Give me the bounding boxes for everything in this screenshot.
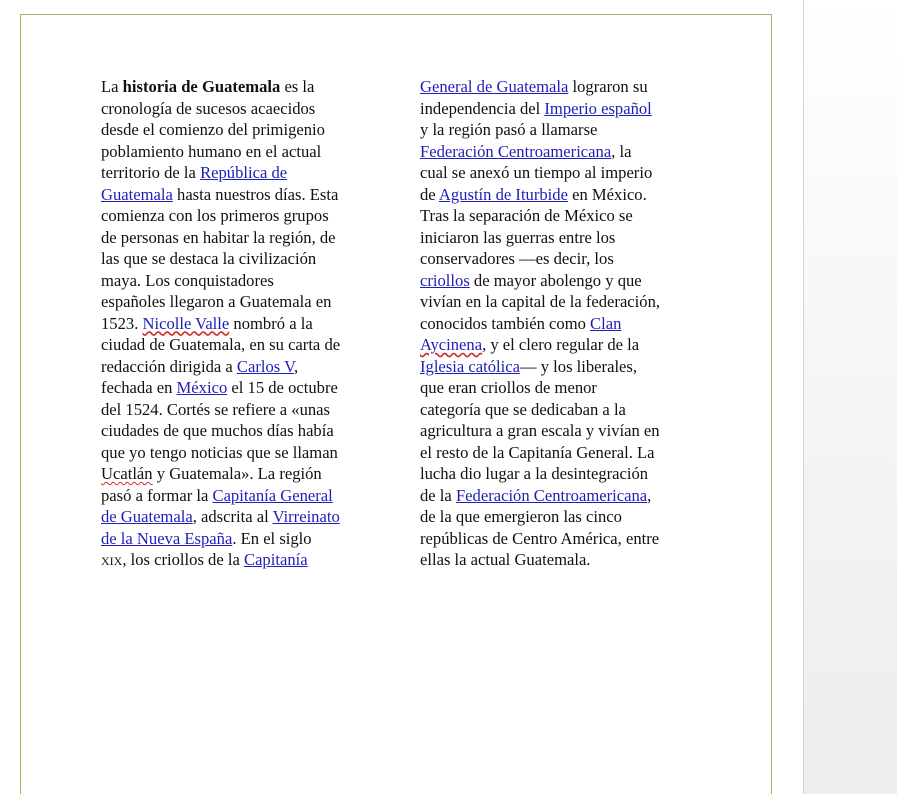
text-line [420,227,702,249]
text-line [101,248,383,270]
text-line [420,162,702,184]
text-line [101,356,383,378]
text-segment: de [420,184,439,204]
hyperlink[interactable]: Aycinena [420,335,483,354]
text-segment: comienza con los primeros grupos [101,206,329,225]
text-line [420,205,702,227]
text-segment: del 1524. Cortés se refiere a «unas [101,399,331,419]
text-segment: 1523. [101,313,143,333]
text-line [420,485,702,507]
text-line [101,334,383,356]
text-line [101,377,383,399]
text-segment: territorio de la [101,163,201,182]
text-segment: españoles llegaron a Guatemala en [101,292,332,311]
text-line [101,76,383,98]
hyperlink[interactable]: Clan [590,313,622,333]
text-segment: conocidos también como [420,313,591,333]
text-line [420,528,702,550]
text-line [420,98,702,120]
text-segment: el 15 de octubre [227,378,338,397]
text-segment: iniciaron las guerras entre los [420,227,616,247]
text-segment: Tras la separación de México se [420,206,633,225]
text-line [420,248,702,270]
text-line [101,98,383,120]
text-segment: , y el clero regular de la [482,335,640,354]
text-column-right [420,76,702,571]
text-line [101,291,383,313]
text-segment: lucha dio lugar a la desintegración [420,464,649,483]
text-line [420,356,702,378]
text-segment: y Guatemala». La región [152,464,322,483]
text-line [420,442,702,464]
text-segment: redacción dirigida a [101,356,237,376]
text-segment: . En el siglo [232,528,312,548]
hyperlink[interactable]: Guatemala [101,184,173,204]
text-line [420,141,702,163]
hyperlink[interactable]: Capitanía General [212,485,333,505]
bold-text: historia de Guatemala [122,77,281,96]
text-line [420,291,702,313]
hyperlink[interactable]: de la Nueva España [101,528,233,548]
text-line [420,506,702,528]
text-segment: el resto de la Capitanía General. La [420,442,655,462]
text-segment: fechada en [101,378,177,397]
text-line [101,205,383,227]
text-segment: La [101,77,123,96]
text-segment: cronología de sucesos acaecidos [101,98,316,118]
text-segment: de la que emergieron las cinco [420,507,622,526]
text-line [101,227,383,249]
hyperlink[interactable]: México [176,378,228,397]
text-line [420,334,702,356]
text-segment: maya. Los conquistadores [101,270,274,290]
text-line [420,184,702,206]
hyperlink[interactable]: Carlos V [236,356,294,376]
text-segment: hasta nuestros días. Esta [172,184,339,204]
text-segment: y la región pasó a llamarse [420,120,598,139]
hyperlink[interactable]: Agustín de Iturbide [438,184,568,204]
text-line [420,119,702,141]
text-segment: xix [101,550,123,569]
hyperlink[interactable]: criollos [420,270,470,290]
text-line [101,420,383,442]
hyperlink[interactable]: Virreinato [272,507,340,526]
text-segment: es la [280,77,315,96]
text-segment: que eran criollos de menor [420,378,597,397]
hyperlink[interactable]: Iglesia católica [420,356,520,376]
text-line [101,442,383,464]
text-segment: de personas en habitar la región, de [101,227,336,247]
text-segment: desde el comienzo del primigenio [101,120,325,139]
text-line [420,270,702,292]
text-segment: nombró a la [229,313,313,333]
misspelled-word: Ucatlán [101,464,153,483]
text-segment: ciudad de Guatemala, en su carta de [101,335,341,354]
text-segment: de la [420,485,456,505]
text-segment: categoría que se dedicaban a la [420,399,626,419]
text-line [101,463,383,485]
text-segment: las que se destaca la civilización [101,249,317,268]
hyperlink[interactable]: Federación Centroamericana [455,485,648,505]
text-line [420,377,702,399]
text-line [420,463,702,485]
text-segment: , [647,485,652,505]
text-segment: en México. [567,184,647,204]
text-line [101,119,383,141]
side-panel-background [803,0,897,794]
text-line [101,506,383,528]
text-line [101,184,383,206]
text-segment: lograron su [568,77,648,96]
text-line [101,270,383,292]
text-line [420,313,702,335]
text-line [101,399,383,421]
text-segment: agricultura a gran escala y vivían en [420,421,660,440]
text-line [101,162,383,184]
text-segment: , los criollos de la [122,550,244,569]
text-segment: pasó a formar la [101,485,213,505]
text-segment: vivían en la capital de la federación, [420,292,661,311]
text-segment: conservadores —es decir, los [420,249,614,268]
text-segment: , adscrita al [192,507,273,526]
text-segment: , [293,356,299,376]
text-segment: poblamiento humano en el actual [101,141,322,161]
text-segment: — y los liberales, [519,356,638,376]
text-segment: de mayor abolengo y que [469,270,642,290]
text-segment: ellas la actual Guatemala. [420,550,591,569]
text-line [101,313,383,335]
text-line [101,485,383,507]
text-line [101,549,383,571]
text-segment: , la [611,141,632,161]
text-segment: cual se anexó un tiempo al imperio [420,163,653,182]
text-segment: ciudades de que muchos días había [101,421,334,440]
hyperlink[interactable]: Capitanía [244,550,308,569]
hyperlink[interactable]: República de [200,163,288,182]
hyperlink[interactable]: General de Guatemala [420,77,569,96]
hyperlink[interactable]: Imperio español [544,98,652,118]
text-segment: independencia del [420,98,545,118]
text-line [420,76,702,98]
hyperlink[interactable]: de Guatemala [101,507,193,526]
hyperlink[interactable]: Federación Centroamericana [420,141,612,161]
text-segment: repúblicas de Centro América, entre [420,528,660,548]
hyperlink[interactable]: Nicolle Valle [142,313,230,333]
text-line [101,528,383,550]
text-column-left [101,76,383,571]
text-line [101,141,383,163]
text-line [420,549,702,571]
text-segment: que yo tengo noticias que se llaman [101,442,338,462]
text-line [420,420,702,442]
text-line [420,399,702,421]
